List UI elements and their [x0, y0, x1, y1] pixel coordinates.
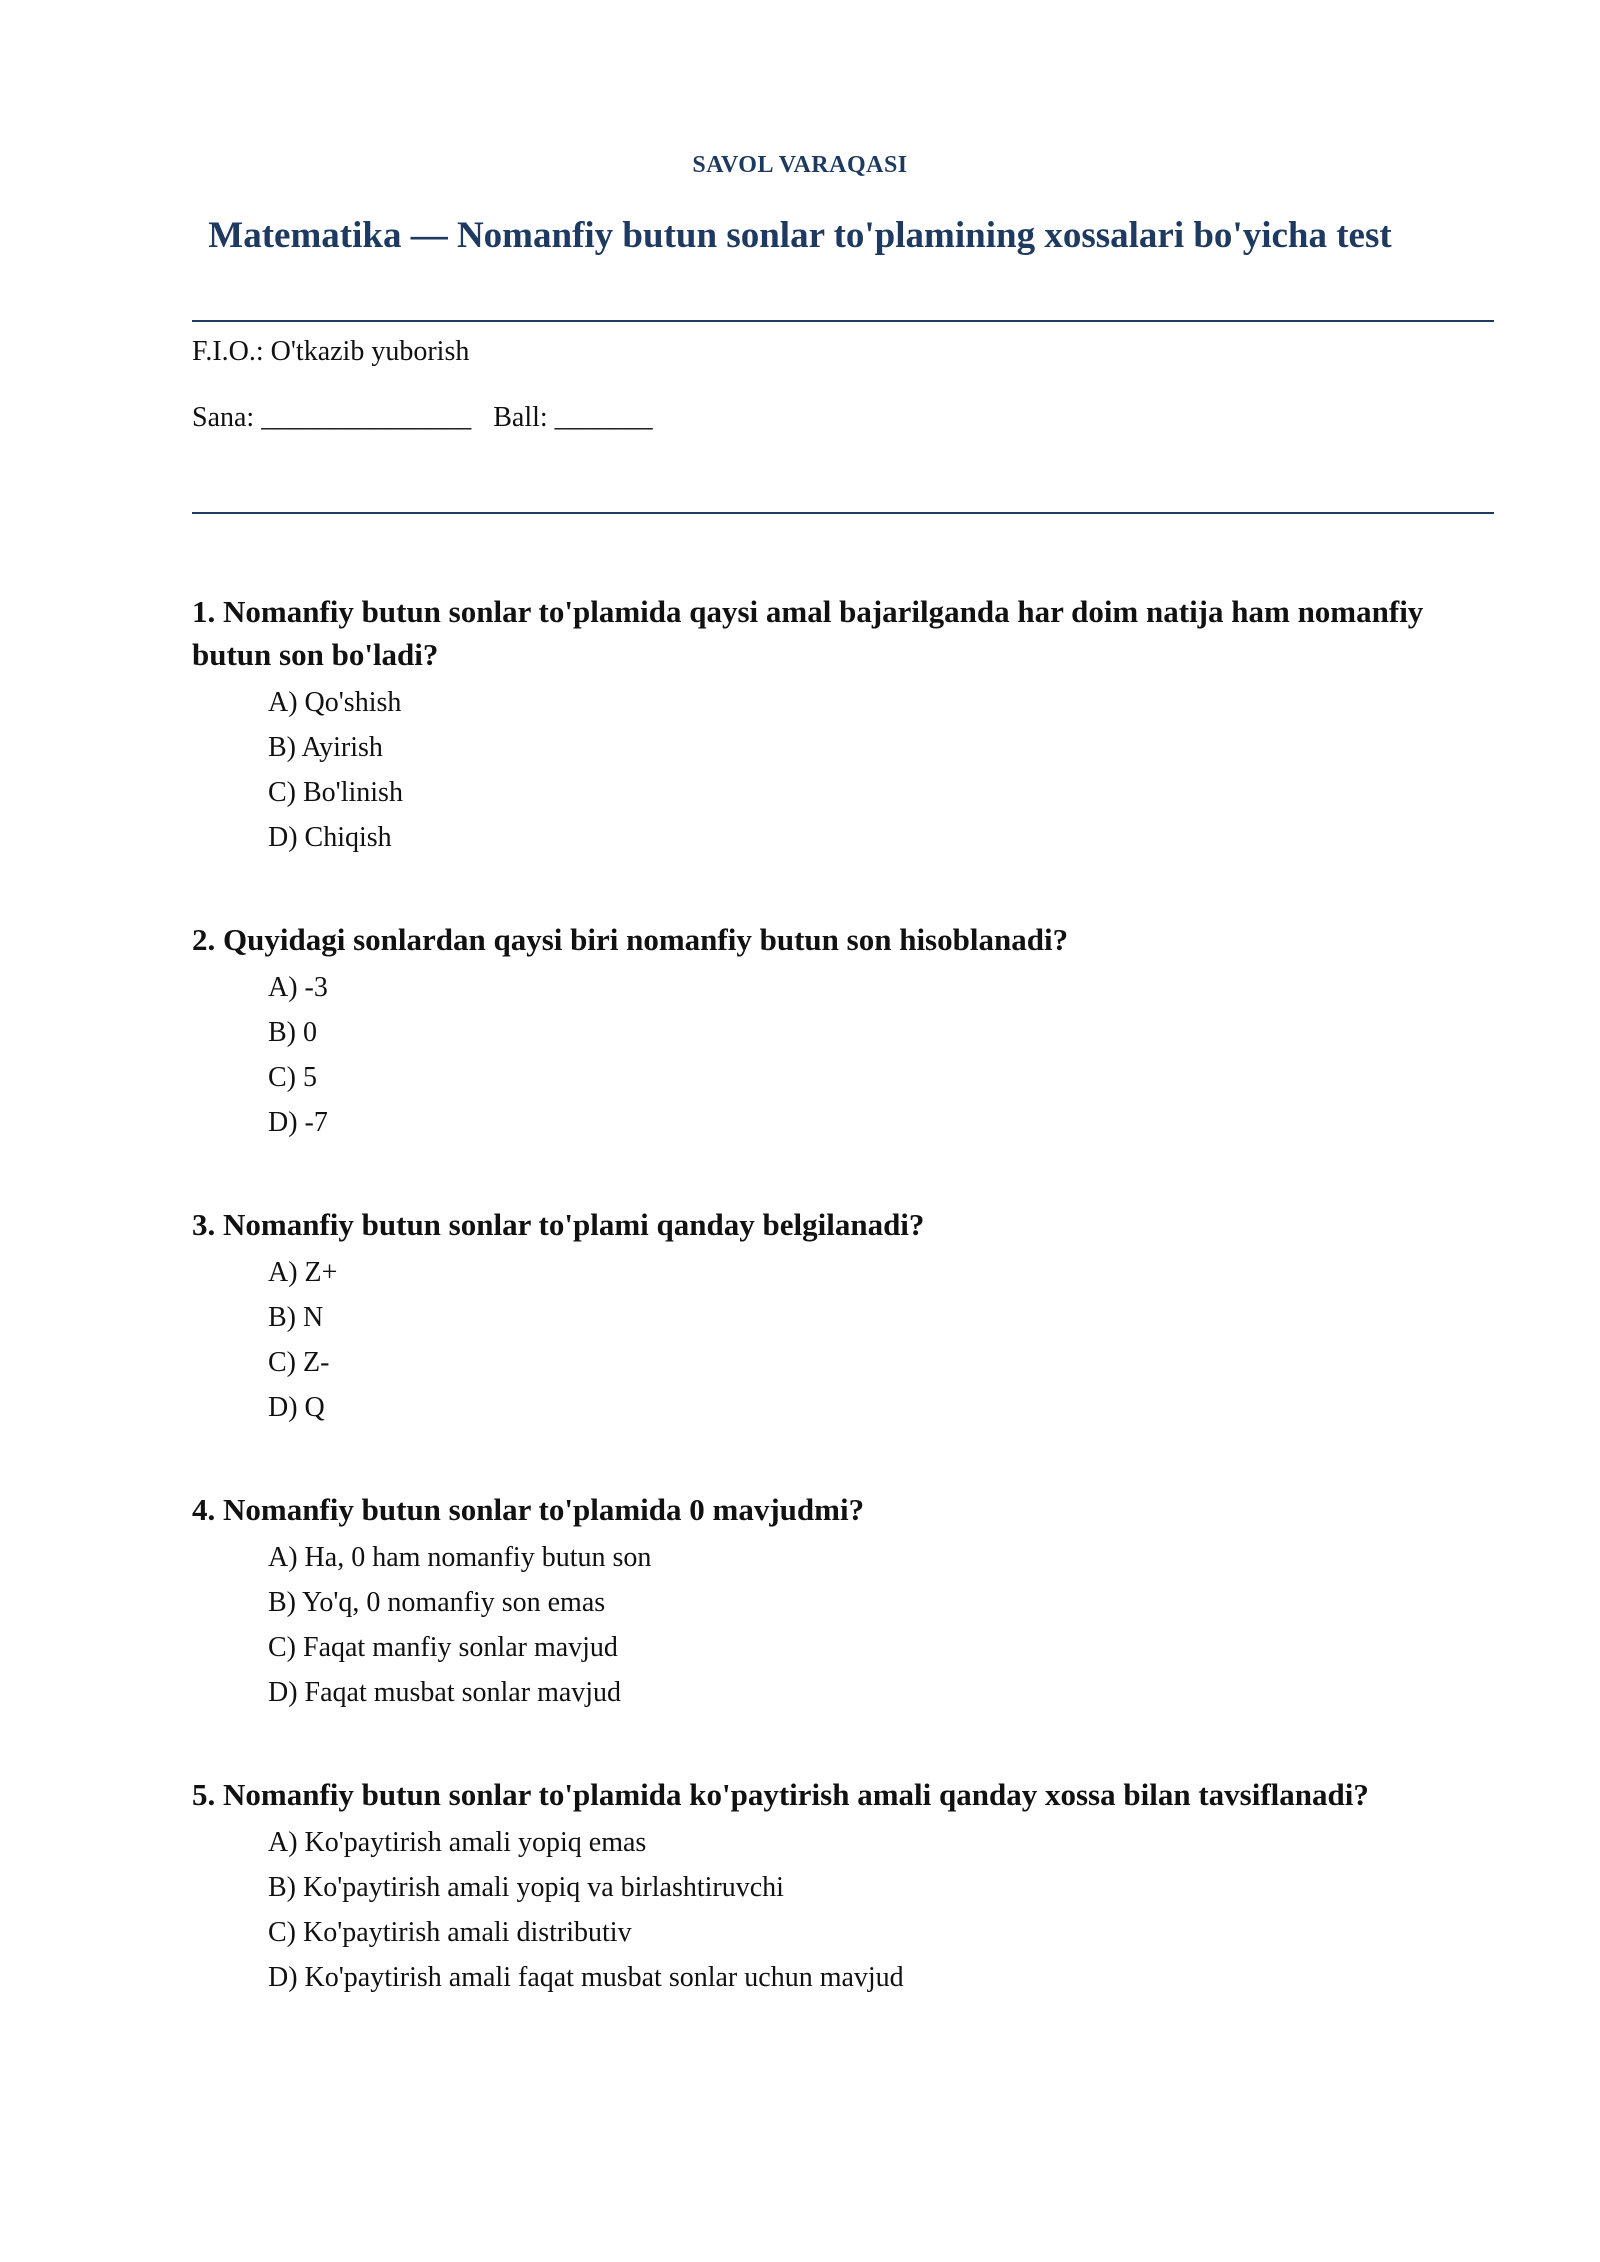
- option-d: D) -7: [268, 1107, 328, 1138]
- option-d: D) Ko'paytirish amali faqat musbat sonlar uchun mavjud: [268, 1962, 904, 1993]
- option-a: A) -3: [268, 972, 328, 1003]
- option-d: D) Chiqish: [268, 822, 392, 853]
- option-c: C) Bo'linish: [268, 777, 403, 808]
- question-1: [192, 590, 1494, 860]
- option-list: [192, 965, 1494, 1145]
- date-field: Sana: _______________: [192, 402, 472, 433]
- option-list: [192, 680, 1494, 860]
- option-a: A) Z+: [268, 1257, 338, 1288]
- option-c: C) 5: [268, 1062, 317, 1093]
- option-list: [192, 1535, 1494, 1715]
- question-3: [192, 1203, 1494, 1430]
- option-list: [192, 1250, 1494, 1430]
- question-5: [192, 1773, 1494, 2000]
- option-a: A) Ha, 0 ham nomanfiy butun son: [268, 1542, 652, 1573]
- option-list: [192, 1820, 1494, 2000]
- option-b: B) Yo'q, 0 nomanfiy son emas: [268, 1587, 606, 1618]
- sheet-label: SAVOL VARAQASI: [692, 152, 908, 178]
- option-b: B) 0: [268, 1017, 317, 1048]
- fio-field: F.I.O.: O'tkazib yuborish: [192, 336, 470, 367]
- date-score-line: [192, 402, 653, 434]
- option-c: C) Z-: [268, 1347, 330, 1378]
- option-d: D) Faqat musbat sonlar mavjud: [268, 1677, 622, 1708]
- option-d: D) Q: [268, 1392, 325, 1423]
- option-c: C) Ko'paytirish amali distributiv: [268, 1917, 632, 1948]
- question-2: [192, 918, 1494, 1145]
- question-list: [192, 590, 1494, 2058]
- question-text: 5. Nomanfiy butun sonlar to'plamida ko'paytirish amali qanday xossa bilan tavsiflanadi?: [192, 1777, 1369, 1812]
- question-text: 2. Quyidagi sonlardan qaysi biri nomanfiy butun son hisoblanadi?: [192, 922, 1069, 957]
- option-b: B) Ko'paytirish amali yopiq va birlashtiruvchi: [268, 1872, 784, 1903]
- page-title: Matematika — Nomanfiy butun sonlar to'plamining xossalari bo'yicha test: [208, 215, 1392, 256]
- option-c: C) Faqat manfiy sonlar mavjud: [268, 1632, 618, 1663]
- question-text: 3. Nomanfiy butun sonlar to'plami qanday belgilanadi?: [192, 1207, 925, 1242]
- bottom-divider: [192, 512, 1494, 514]
- option-b: B) N: [268, 1302, 324, 1333]
- top-divider: [192, 320, 1494, 322]
- question-text: 4. Nomanfiy butun sonlar to'plamida 0 mavjudmi?: [192, 1492, 865, 1527]
- score-field: Ball: _______: [493, 402, 653, 433]
- option-a: A) Ko'paytirish amali yopiq emas: [268, 1827, 647, 1858]
- question-text: 1. Nomanfiy butun sonlar to'plamida qaysi amal bajarilganda har doim natija ham nomanfiy butun son bo'ladi?: [192, 594, 1424, 672]
- option-a: A) Qo'shish: [268, 687, 402, 718]
- question-4: [192, 1488, 1494, 1715]
- option-b: B) Ayirish: [268, 732, 383, 763]
